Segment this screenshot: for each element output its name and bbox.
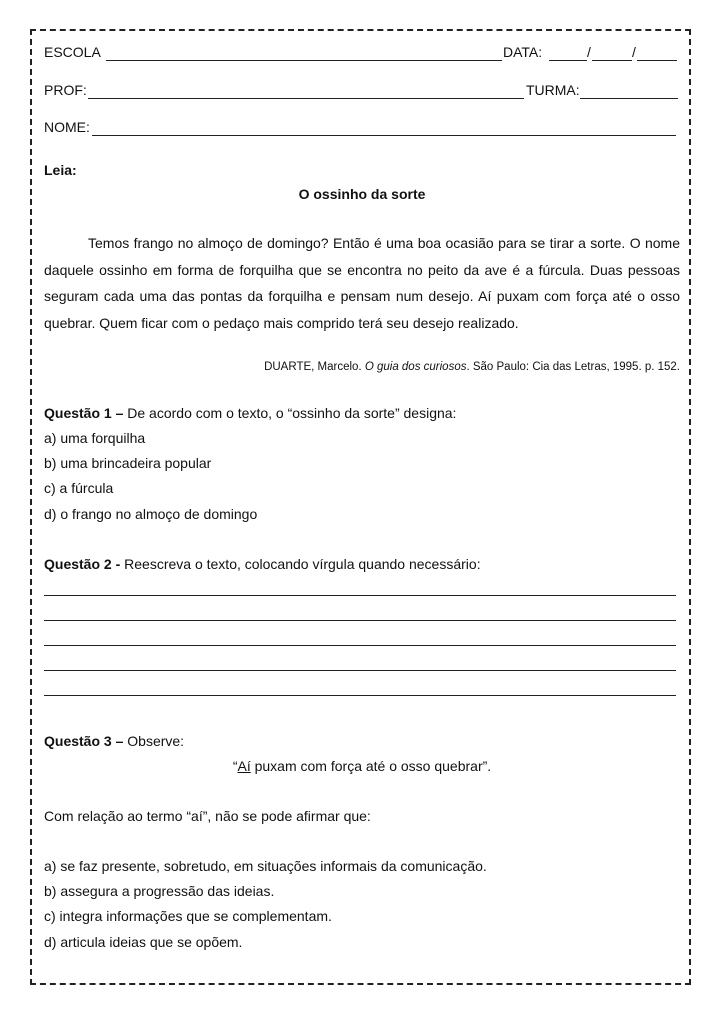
answer-line[interactable] (44, 645, 676, 646)
q1-option[interactable]: a) uma forquilha (44, 430, 146, 446)
date-year-field[interactable] (637, 60, 677, 61)
q1-option[interactable]: d) o frango no almoço de domingo (44, 506, 258, 522)
quote-open: “ (232, 758, 238, 774)
question-3-label: Questão 3 – (44, 733, 124, 749)
question-1 (44, 405, 456, 421)
text-title: O ossinho da sorte (298, 186, 426, 202)
question-1-prompt: De acordo com o texto, o “ossinho da sorte” designa: (127, 405, 457, 421)
leia-label: Leia: (44, 162, 77, 178)
escola-label: ESCOLA (44, 44, 101, 60)
quoted-sentence (44, 758, 680, 774)
question-3-prompt: Observe: (127, 733, 185, 749)
answer-line[interactable] (44, 595, 676, 596)
q3-option[interactable]: a) se faz presente, sobretudo, em situações informais da comunicação. (44, 858, 487, 874)
q3-option[interactable]: d) articula ideias que se opõem. (44, 934, 243, 950)
reading-text: Temos frango no almoço de domingo? Então é uma boa ocasião para se tirar a sorte. O nome daquele ossinho em forma de forquilha que se encontra no peito da ave é a fúrcula. Duas pessoas seguram cada uma das pontas da forquilha e pensam num desejo. Aí puxam com força até o osso quebrar. Quem ficar com o pedaço mais comprido terá seu desejo realizado. (44, 235, 680, 331)
prof-field[interactable] (88, 98, 524, 99)
data-label: DATA: (503, 44, 543, 60)
date-separator: / (632, 44, 636, 60)
citation (264, 361, 680, 373)
nome-label: NOME: (44, 119, 90, 135)
question-3-statement: Com relação ao termo “aí”, não se pode afirmar que: (44, 808, 371, 824)
q1-option[interactable]: b) uma brincadeira popular (44, 455, 212, 471)
date-separator: / (587, 44, 591, 60)
question-2-label: Questão 2 - (44, 556, 121, 572)
escola-field[interactable] (106, 60, 502, 61)
nome-field[interactable] (92, 135, 676, 136)
citation-work: O guia dos curiosos (364, 361, 467, 373)
q3-option[interactable]: c) integra informações que se complementam. (44, 908, 332, 924)
turma-label: TURMA: (526, 82, 580, 98)
answer-line[interactable] (44, 695, 676, 696)
prof-label: PROF: (44, 82, 87, 98)
question-3 (44, 733, 184, 749)
question-1-label: Questão 1 – (44, 405, 124, 421)
q3-option[interactable]: b) assegura a progressão das ideias. (44, 883, 275, 899)
question-2-prompt: Reescreva o texto, colocando vírgula quando necessário: (124, 556, 481, 572)
turma-field[interactable] (580, 98, 678, 99)
citation-rest: . São Paulo: Cia das Letras, 1995. p. 152. (466, 361, 680, 373)
answer-line[interactable] (44, 670, 676, 671)
citation-author: DUARTE, Marcelo. (264, 361, 362, 373)
q1-option[interactable]: c) a fúrcula (44, 480, 114, 496)
answer-line[interactable] (44, 620, 676, 621)
question-2 (44, 556, 481, 572)
quote-underlined-word: Aí (237, 758, 251, 774)
date-month-field[interactable] (592, 60, 632, 61)
quote-rest: puxam com força até o osso quebrar”. (250, 758, 492, 774)
date-day-field[interactable] (549, 60, 587, 61)
